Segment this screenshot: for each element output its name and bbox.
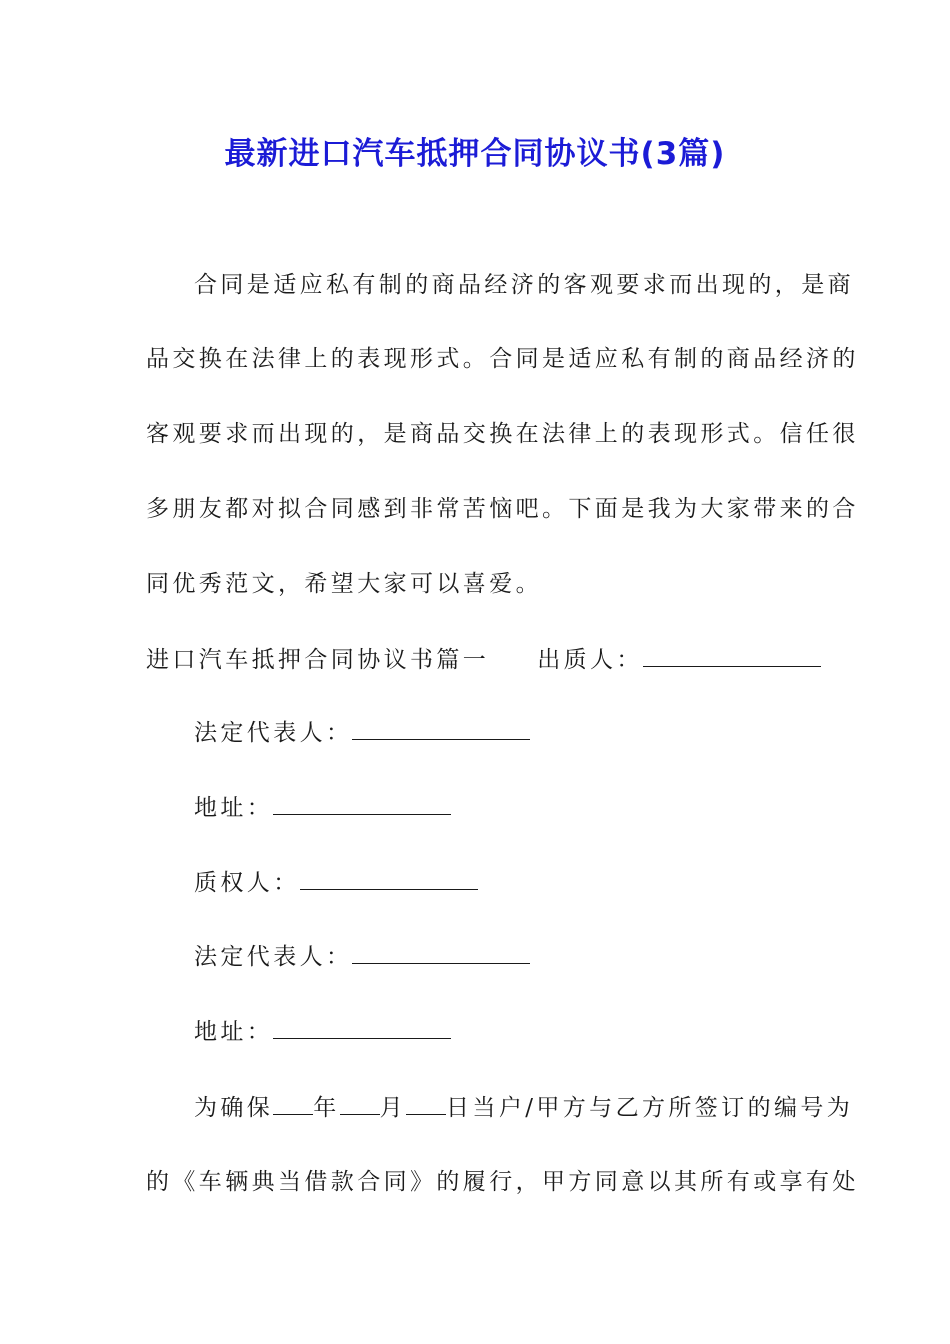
- pledgee-blank[interactable]: [300, 869, 478, 890]
- clause-line-2: 的《车辆典当借款合同》的履行，甲方同意以其所有或享有处: [146, 1169, 859, 1195]
- pledgee-rep-blank[interactable]: [352, 943, 530, 964]
- pledgee-address-label: 地址：: [194, 1019, 274, 1045]
- clause-part-2: 日当户/甲方与乙方所签订的编号为: [446, 1095, 854, 1121]
- pledgor-rep-row: [194, 718, 854, 748]
- pledgee-label: 质权人：: [194, 870, 300, 896]
- pledgee-rep-label: 法定代表人：: [194, 944, 353, 970]
- pledgee-rep-row: [194, 942, 854, 972]
- section-heading-row: [146, 645, 806, 675]
- intro-line-3: 客观要求而出现的，是商品交换在法律上的表现形式。信任很: [146, 421, 859, 447]
- pledgor-rep-blank[interactable]: [352, 719, 530, 740]
- clause-part-1: 为确保: [194, 1095, 274, 1121]
- clause-line-1: [194, 1093, 854, 1123]
- pledgor-blank[interactable]: [643, 646, 821, 667]
- pledgor-label: 出质人：: [537, 647, 643, 673]
- document-title: 最新进口汽车抵押合同协议书(3篇): [224, 136, 726, 172]
- intro-line-5: 同优秀范文，希望大家可以喜爱。: [146, 571, 542, 597]
- intro-line-2: 品交换在法律上的表现形式。合同是适应私有制的商品经济的: [146, 346, 859, 372]
- month-label: 月: [379, 1095, 407, 1121]
- month-blank[interactable]: [340, 1094, 380, 1115]
- day-blank[interactable]: [406, 1094, 446, 1115]
- pledgor-address-blank[interactable]: [273, 794, 451, 815]
- pledgee-row: [194, 868, 854, 898]
- pledgee-address-row: [194, 1017, 854, 1047]
- year-label: 年: [313, 1095, 340, 1121]
- section-heading: 进口汽车抵押合同协议书篇一: [146, 647, 490, 673]
- intro-line-1: 合同是适应私有制的商品经济的客观要求而出现的，是商: [194, 272, 854, 298]
- pledgor-rep-label: 法定代表人：: [194, 720, 353, 746]
- pledgor-address-label: 地址：: [194, 795, 274, 821]
- intro-line-4: 多朋友都对拟合同感到非常苦恼吧。下面是我为大家带来的合: [146, 496, 859, 522]
- pledgee-address-blank[interactable]: [273, 1018, 451, 1039]
- pledgor-address-row: [194, 793, 854, 823]
- year-blank[interactable]: [273, 1094, 313, 1115]
